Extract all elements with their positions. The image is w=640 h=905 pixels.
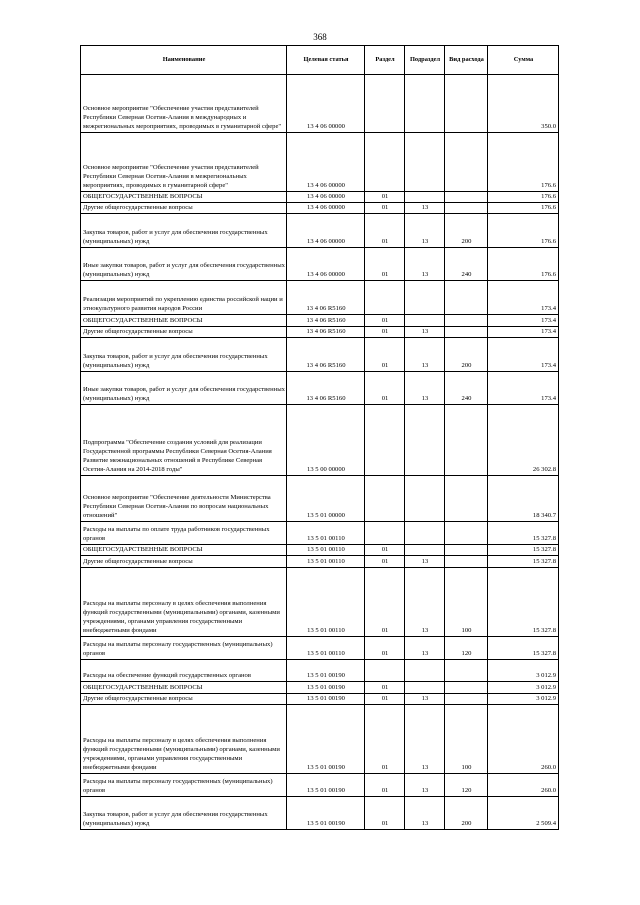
row-razdel: 01 <box>365 694 405 705</box>
row-code: 13 4 06 00000 <box>287 248 365 281</box>
row-sum: 260.0 <box>488 705 559 774</box>
table-row <box>81 682 559 694</box>
row-code: 13 4 06 00000 <box>287 133 365 192</box>
row-podrazdel <box>405 405 445 476</box>
row-podrazdel <box>405 476 445 522</box>
row-sum: 15 327.8 <box>488 568 559 637</box>
table-row <box>81 248 559 281</box>
row-name: Закупка товаров, работ и услуг для обеспечения государственных (муниципальных) нужд <box>81 797 287 830</box>
row-name: Другие общегосударственные вопросы <box>81 327 287 338</box>
row-code: 13 5 01 00190 <box>287 682 365 694</box>
row-name: Расходы на выплаты персоналу государственных (муниципальных) органов <box>81 637 287 660</box>
row-razdel <box>365 75 405 133</box>
row-razdel: 01 <box>365 545 405 556</box>
row-name: Основное мероприятие "Обеспечение деятельности Министерства Республики Северная Осетия-Алания по вопросам национальных отношений" <box>81 476 287 522</box>
row-name: ОБЩЕГОСУДАРСТВЕННЫЕ ВОПРОСЫ <box>81 545 287 556</box>
row-code: 13 5 00 00000 <box>287 405 365 476</box>
table-row <box>81 315 559 327</box>
row-podrazdel: 13 <box>405 327 445 338</box>
row-razdel <box>365 522 405 545</box>
row-vid: 200 <box>445 214 488 248</box>
row-code: 13 4 06 R5160 <box>287 315 365 327</box>
table-row <box>81 522 559 545</box>
row-podrazdel: 13 <box>405 797 445 830</box>
row-name: Расходы на выплаты персоналу государственных (муниципальных) органов <box>81 774 287 797</box>
row-code: 13 5 01 00190 <box>287 694 365 705</box>
table-row <box>81 203 559 214</box>
row-podrazdel <box>405 75 445 133</box>
page-number: 368 <box>313 32 327 42</box>
row-vid: 200 <box>445 338 488 372</box>
row-vid <box>445 476 488 522</box>
row-sum: 15 327.8 <box>488 637 559 660</box>
row-podrazdel <box>405 315 445 327</box>
row-razdel: 01 <box>365 705 405 774</box>
row-razdel <box>365 660 405 682</box>
row-podrazdel: 13 <box>405 568 445 637</box>
row-vid: 100 <box>445 568 488 637</box>
row-vid <box>445 281 488 315</box>
row-sum: 350.0 <box>488 75 559 133</box>
row-sum: 173.4 <box>488 281 559 315</box>
row-razdel <box>365 476 405 522</box>
row-code: 13 5 01 00000 <box>287 476 365 522</box>
table-row <box>81 774 559 797</box>
row-vid: 240 <box>445 248 488 281</box>
table-row <box>81 797 559 830</box>
row-name: Другие общегосударственные вопросы <box>81 203 287 214</box>
row-vid: 200 <box>445 797 488 830</box>
row-vid <box>445 556 488 568</box>
row-podrazdel <box>405 682 445 694</box>
row-sum: 3 012.9 <box>488 694 559 705</box>
table-row <box>81 338 559 372</box>
row-code: 13 4 06 R5160 <box>287 327 365 338</box>
row-code: 13 4 06 00000 <box>287 192 365 203</box>
row-vid: 240 <box>445 372 488 405</box>
row-sum: 173.4 <box>488 338 559 372</box>
table-row <box>81 75 559 133</box>
row-podrazdel: 13 <box>405 372 445 405</box>
row-vid <box>445 133 488 192</box>
row-sum: 3 012.9 <box>488 660 559 682</box>
row-code: 13 5 01 00190 <box>287 774 365 797</box>
row-razdel: 01 <box>365 248 405 281</box>
row-name: Основное мероприятие "Обеспечение участия представителей Республики Северная Осетия-Алания в межрегиональных мероприятиях, проводимых в гуманитарной сфере" <box>81 133 287 192</box>
row-razdel: 01 <box>365 192 405 203</box>
row-podrazdel <box>405 133 445 192</box>
row-podrazdel <box>405 545 445 556</box>
row-code: 13 5 01 00190 <box>287 705 365 774</box>
table-row <box>81 133 559 192</box>
header-sum: Сумма <box>488 46 559 75</box>
row-code: 13 4 06 00000 <box>287 203 365 214</box>
row-name: Подпрограмма "Обеспечение создания условий для реализации Государственной программы Республики Северная Осетия-Алания Развитие межнациональных отношений в Республике Северная Осетия-Алания на 2014-2018 годы" <box>81 405 287 476</box>
row-name: Иные закупки товаров, работ и услуг для обеспечения государственных (муниципальных) нужд <box>81 248 287 281</box>
table-row <box>81 705 559 774</box>
row-sum: 18 340.7 <box>488 476 559 522</box>
row-name: Другие общегосударственные вопросы <box>81 556 287 568</box>
row-podrazdel: 13 <box>405 556 445 568</box>
row-vid <box>445 315 488 327</box>
table-row <box>81 476 559 522</box>
row-razdel: 01 <box>365 568 405 637</box>
table-body <box>81 75 559 830</box>
row-podrazdel: 13 <box>405 694 445 705</box>
row-podrazdel: 13 <box>405 203 445 214</box>
row-sum: 176.6 <box>488 248 559 281</box>
table-row <box>81 214 559 248</box>
row-podrazdel: 13 <box>405 705 445 774</box>
row-name: Расходы на выплаты персоналу в целях обеспечения выполнения функций государственными (муниципальными) органами, казенными учреждениями, органами управления государственными внебюджетными фондами <box>81 705 287 774</box>
row-name: Закупка товаров, работ и услуг для обеспечения государственных (муниципальных) нужд <box>81 338 287 372</box>
header-vid: Вид расхода <box>445 46 488 75</box>
row-name: ОБЩЕГОСУДАРСТВЕННЫЕ ВОПРОСЫ <box>81 192 287 203</box>
row-sum: 15 327.8 <box>488 522 559 545</box>
row-name: Основное мероприятие "Обеспечение участия представителей Республики Северная Осетия-Алания в международных и межрегиональных мероприятиях, проводимых в гуманитарной сфере" <box>81 75 287 133</box>
row-razdel: 01 <box>365 203 405 214</box>
table-header-row <box>81 46 559 75</box>
table-row <box>81 694 559 705</box>
row-code: 13 4 06 R5160 <box>287 372 365 405</box>
row-vid <box>445 682 488 694</box>
row-vid <box>445 522 488 545</box>
row-name: ОБЩЕГОСУДАРСТВЕННЫЕ ВОПРОСЫ <box>81 682 287 694</box>
row-name: ОБЩЕГОСУДАРСТВЕННЫЕ ВОПРОСЫ <box>81 315 287 327</box>
row-name: Реализация мероприятий по укреплению единства российской нации и этнокультурного развития народов России <box>81 281 287 315</box>
row-name: Расходы на выплаты персоналу в целях обеспечения выполнения функций государственными (муниципальными) органами, казенными учреждениями, органами управления государственными внебюджетными фондами <box>81 568 287 637</box>
row-vid <box>445 203 488 214</box>
row-podrazdel: 13 <box>405 214 445 248</box>
row-sum: 176.6 <box>488 133 559 192</box>
row-razdel <box>365 133 405 192</box>
row-podrazdel <box>405 192 445 203</box>
row-podrazdel: 13 <box>405 338 445 372</box>
row-name: Расходы на обеспечение функций государственных органов <box>81 660 287 682</box>
table-row <box>81 660 559 682</box>
row-sum: 260.0 <box>488 774 559 797</box>
table-row <box>81 405 559 476</box>
row-razdel: 01 <box>365 682 405 694</box>
row-sum: 176.6 <box>488 203 559 214</box>
row-vid <box>445 694 488 705</box>
row-podrazdel: 13 <box>405 774 445 797</box>
row-vid <box>445 327 488 338</box>
row-podrazdel: 13 <box>405 248 445 281</box>
row-name: Другие общегосударственные вопросы <box>81 694 287 705</box>
row-code: 13 5 01 00110 <box>287 637 365 660</box>
row-name: Закупка товаров, работ и услуг для обеспечения государственных (муниципальных) нужд <box>81 214 287 248</box>
header-razdel: Раздел <box>365 46 405 75</box>
row-sum: 15 327.8 <box>488 556 559 568</box>
row-code: 13 5 01 00190 <box>287 660 365 682</box>
row-vid: 120 <box>445 774 488 797</box>
row-vid: 100 <box>445 705 488 774</box>
header-code: Целевая статья <box>287 46 365 75</box>
row-sum: 15 327.8 <box>488 545 559 556</box>
row-sum: 176.6 <box>488 214 559 248</box>
row-razdel <box>365 405 405 476</box>
row-razdel: 01 <box>365 338 405 372</box>
header-name: Наименование <box>81 46 287 75</box>
row-razdel <box>365 281 405 315</box>
table-row <box>81 327 559 338</box>
table-row <box>81 568 559 637</box>
row-podrazdel <box>405 660 445 682</box>
row-sum: 3 012.9 <box>488 682 559 694</box>
row-razdel: 01 <box>365 797 405 830</box>
row-sum: 176.6 <box>488 192 559 203</box>
row-name: Расходы на выплаты по оплате труда работников государственных органов <box>81 522 287 545</box>
row-code: 13 4 06 R5160 <box>287 281 365 315</box>
row-name: Иные закупки товаров, работ и услуг для обеспечения государственных (муниципальных) нужд <box>81 372 287 405</box>
table-row <box>81 372 559 405</box>
row-vid: 120 <box>445 637 488 660</box>
row-sum: 26 302.8 <box>488 405 559 476</box>
table-row <box>81 556 559 568</box>
row-code: 13 4 06 00000 <box>287 214 365 248</box>
row-razdel: 01 <box>365 556 405 568</box>
row-vid <box>445 192 488 203</box>
row-code: 13 5 01 00110 <box>287 522 365 545</box>
row-code: 13 5 01 00190 <box>287 797 365 830</box>
row-razdel: 01 <box>365 774 405 797</box>
row-code: 13 4 06 00000 <box>287 75 365 133</box>
row-razdel: 01 <box>365 315 405 327</box>
table-row <box>81 545 559 556</box>
row-code: 13 5 01 00110 <box>287 568 365 637</box>
row-podrazdel: 13 <box>405 637 445 660</box>
table-row <box>81 637 559 660</box>
row-vid <box>445 660 488 682</box>
row-sum: 173.4 <box>488 315 559 327</box>
row-sum: 2 509.4 <box>488 797 559 830</box>
row-sum: 173.4 <box>488 372 559 405</box>
header-podrazdel: Подраздел <box>405 46 445 75</box>
row-vid <box>445 75 488 133</box>
row-code: 13 5 01 00110 <box>287 556 365 568</box>
row-code: 13 5 01 00110 <box>287 545 365 556</box>
row-vid <box>445 405 488 476</box>
table-row <box>81 192 559 203</box>
budget-table <box>80 45 559 830</box>
row-razdel: 01 <box>365 214 405 248</box>
row-podrazdel <box>405 522 445 545</box>
row-sum: 173.4 <box>488 327 559 338</box>
row-razdel: 01 <box>365 637 405 660</box>
row-razdel: 01 <box>365 372 405 405</box>
table-row <box>81 281 559 315</box>
row-vid <box>445 545 488 556</box>
row-code: 13 4 06 R5160 <box>287 338 365 372</box>
row-razdel: 01 <box>365 327 405 338</box>
row-podrazdel <box>405 281 445 315</box>
